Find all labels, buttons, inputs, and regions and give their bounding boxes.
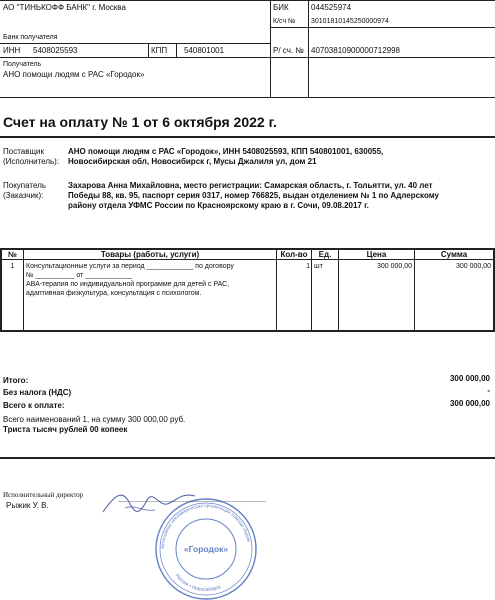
kpp-value: 540801001 bbox=[184, 46, 225, 55]
col-header-unit: Ед. bbox=[318, 250, 332, 259]
supplier-line-1: АНО помощи людям с РАС «Городок», ИНН 5408025593, КПП 540801001, 630055, bbox=[68, 147, 384, 156]
rs-label: Р/ сч. № bbox=[273, 46, 304, 55]
bik-label: БИК bbox=[273, 3, 289, 12]
signer-position: Исполнительный директор bbox=[3, 491, 84, 499]
invoice-title: Счет на оплату № 1 от 6 октября 2022 г. bbox=[3, 114, 277, 130]
ks-value: 30101810145250000974 bbox=[311, 18, 389, 25]
row-desc-line-3: АВА-терапия по индивидуальной программе для детей с РАС, bbox=[26, 281, 230, 288]
supplier-label: Поставщик bbox=[3, 147, 45, 156]
col-header-qty: Кол-во bbox=[280, 250, 308, 259]
organization-stamp-icon bbox=[150, 493, 262, 600]
kpp-label: КПП bbox=[151, 46, 168, 55]
buyer-line-2: Победы 88, кв. 95, паспорт серия 0317, номер 766825, выдан отделением № 1 по Адлерскому bbox=[68, 191, 439, 200]
buyer-sublabel: (Заказчик): bbox=[3, 191, 44, 200]
supplier-sublabel: (Исполнитель): bbox=[3, 157, 60, 166]
row-desc-line-2: № __________ от ____________ bbox=[26, 272, 132, 279]
buyer-line-3: району отдела УФМС России по Красноярскому краю в г. Сочи, 09.08.2017 г. bbox=[68, 201, 369, 210]
receiver-name: АНО помощи людям с РАС «Городок» bbox=[3, 70, 145, 79]
itogo-label: Итого: bbox=[3, 376, 29, 385]
bik-value: 044525974 bbox=[311, 3, 352, 12]
row-unit: шт bbox=[314, 263, 323, 270]
to-pay-value: 300 000,00 bbox=[449, 399, 490, 408]
rs-value: 40703810900000712998 bbox=[311, 46, 400, 55]
nds-value: - bbox=[487, 386, 490, 395]
items-count-line: Всего наименований 1, на сумму 300 000,00 руб. bbox=[3, 415, 186, 424]
inn-label: ИНН bbox=[3, 46, 21, 55]
col-header-price: Цена bbox=[366, 250, 387, 259]
stamp-ring-bottom: Россия • Новосибирск bbox=[173, 572, 222, 594]
row-desc-line-1: Консультационные услуги за период ____________ по договору bbox=[26, 263, 234, 270]
amount-in-words: Триста тысяч рублей 00 копеек bbox=[3, 425, 128, 434]
signer-name: Рыжик У. В. bbox=[6, 501, 49, 510]
col-header-sum: Сумма bbox=[440, 250, 468, 259]
col-header-goods: Товары (работы, услуги) bbox=[100, 250, 200, 259]
nds-label: Без налога (НДС) bbox=[3, 388, 72, 397]
row-qty: 1 bbox=[306, 263, 310, 270]
svg-text:Россия • Новосибирск bbox=[174, 573, 223, 593]
supplier-line-2: Новосибирская обл, Новосибирск г, Мусы Джалиля ул, дом 21 bbox=[68, 157, 317, 166]
ks-label: К/сч № bbox=[273, 18, 296, 25]
stamp-center-text: «Городок» bbox=[183, 544, 229, 554]
bank-name: АО "ТИНЬКОФФ БАНК" г. Москва bbox=[3, 3, 126, 12]
col-header-number: № bbox=[8, 250, 17, 259]
row-price: 300 000,00 bbox=[376, 263, 412, 270]
buyer-line-1: Захарова Анна Михайловна, место регистрации: Самарская область, г. Тольятти, ул. 40 лет bbox=[68, 181, 433, 190]
receiver-bank-label: Банк получателя bbox=[3, 34, 58, 41]
itogo-value: 300 000,00 bbox=[449, 374, 490, 383]
stamp-ring-top: Автономная некоммерческая организация помощи людям bbox=[159, 502, 252, 550]
row-sum: 300 000,00 bbox=[455, 263, 491, 270]
buyer-label: Покупатель bbox=[3, 181, 46, 190]
row-desc-line-4: адаптивная физкультура, консультация с психологом. bbox=[26, 290, 202, 297]
row-number: 1 bbox=[10, 263, 15, 270]
receiver-label: Получатель bbox=[3, 61, 42, 68]
inn-value: 5408025593 bbox=[33, 46, 78, 55]
to-pay-label: Всего к оплате: bbox=[3, 401, 65, 410]
